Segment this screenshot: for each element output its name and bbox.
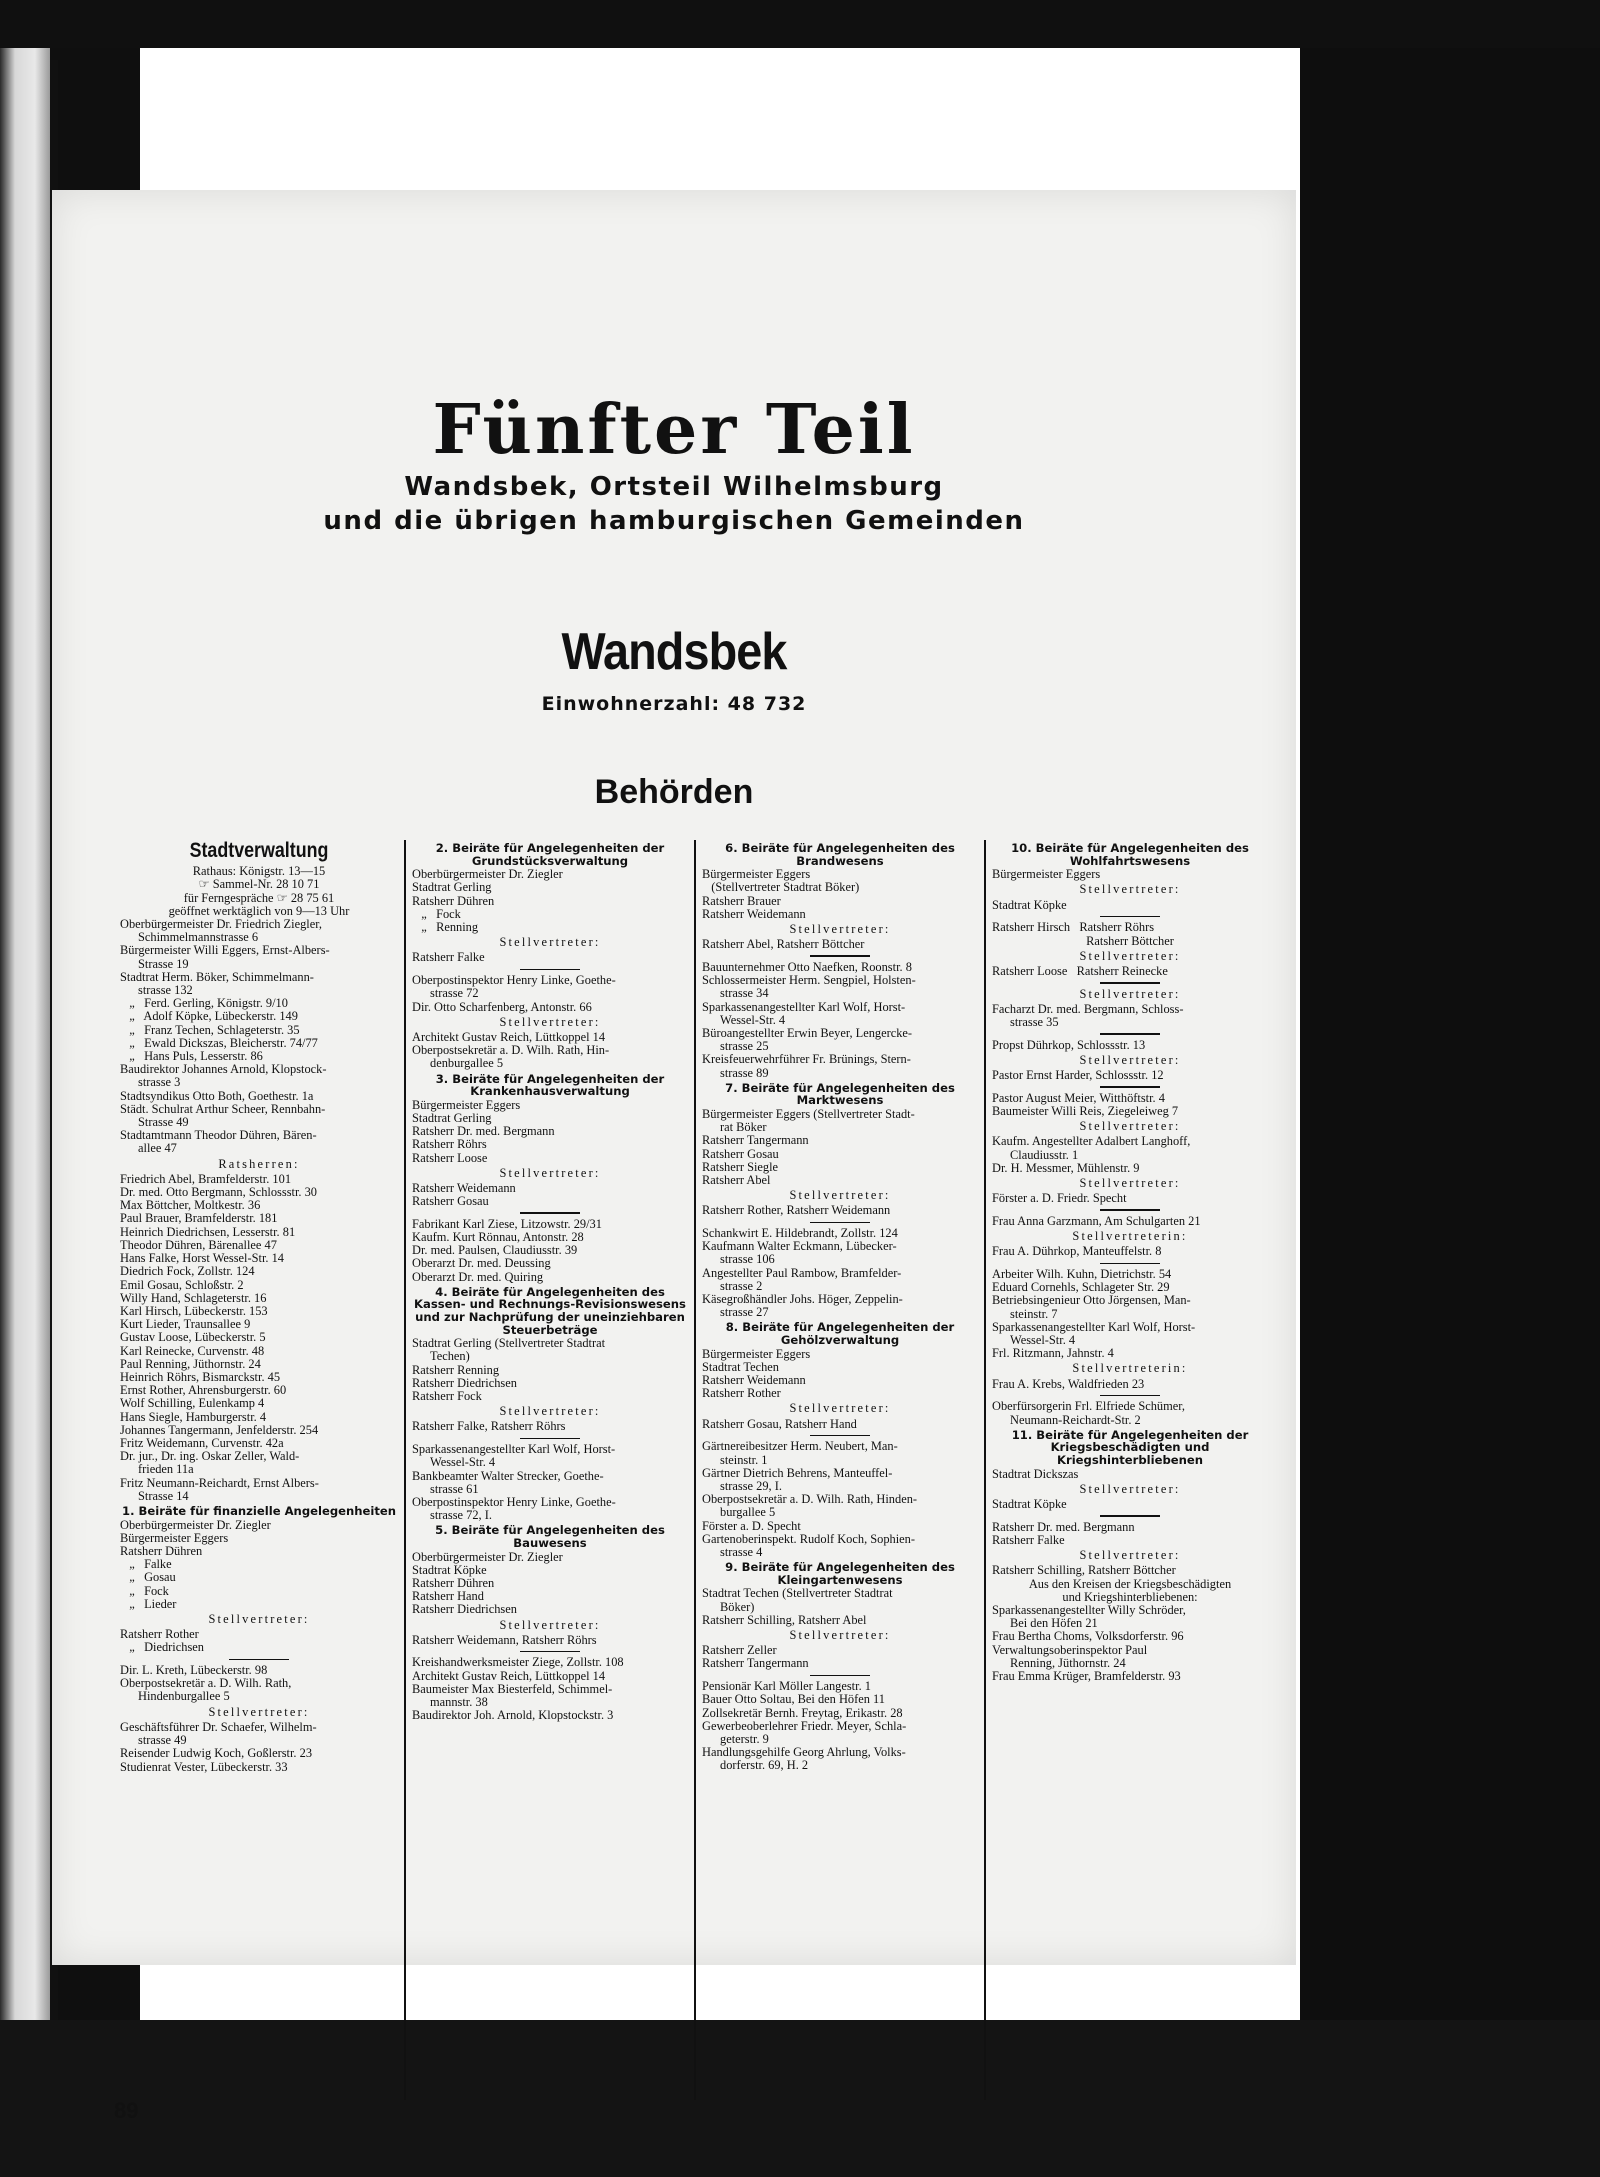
entry-line: Dir. Otto Scharfenberg, Antonstr. 66 bbox=[412, 999, 592, 1014]
entry-continuation: denburgallee 5 bbox=[430, 1056, 504, 1071]
subheading: Stellvertreterin: bbox=[1072, 1229, 1188, 1244]
entry-line: Ratsherr Dühren bbox=[412, 893, 495, 908]
entry-continuation: burgallee 5 bbox=[720, 1505, 776, 1520]
entry-line: Büroangestellter Erwin Beyer, Lengercke- bbox=[702, 1025, 913, 1040]
entry-line: Frau Bertha Choms, Volksdorferstr. 96 bbox=[992, 1629, 1184, 1644]
entry-line: Stadtrat Köpke bbox=[412, 1562, 487, 1577]
entry-line: Oberpostsekretär a. D. Wilh. Rath, Hinden- bbox=[702, 1492, 918, 1507]
separator-rule bbox=[229, 1659, 289, 1661]
entry-line: Dr. H. Messmer, Mühlenstr. 9 bbox=[992, 1160, 1140, 1175]
entry-line: Oberpostsekretär a. D. Wilh. Rath, Hin- bbox=[412, 1043, 610, 1058]
separator-rule bbox=[1100, 982, 1160, 984]
subheading: Stellvertreter: bbox=[208, 1704, 310, 1719]
separator-rule bbox=[810, 955, 870, 957]
entry-line: Eduard Cornehls, Schlageter Str. 29 bbox=[992, 1280, 1170, 1295]
committee-heading: 8. Beiräte für Angelegenheiten der Gehölzverwaltung bbox=[725, 1320, 955, 1348]
subheading: Ratsherren: bbox=[218, 1156, 300, 1171]
entry-line: Oberpostsekretär a. D. Wilh. Rath, bbox=[120, 1676, 292, 1691]
entry-line: Stadtrat Gerling bbox=[412, 880, 492, 895]
entry-line: Fritz Neumann-Reichardt, Ernst Albers- bbox=[120, 1475, 319, 1490]
entry-continuation: Wessel-Str. 4 bbox=[720, 1012, 786, 1027]
entry-line: Ratsherr Siegle bbox=[702, 1159, 779, 1174]
page-header bbox=[52, 390, 1296, 538]
entry-line: „ Hans Puls, Lesserstr. 86 bbox=[120, 1049, 263, 1064]
entry-line: Oberbürgermeister Dr. Ziegler bbox=[120, 1517, 271, 1532]
entry-line: Bürgermeister Eggers bbox=[412, 1097, 521, 1112]
entry-line: Aus den Kreisen der Kriegsbeschädigten bbox=[1028, 1576, 1232, 1591]
entry-line: Gewerbeoberlehrer Friedr. Meyer, Schla- bbox=[702, 1718, 907, 1733]
entry-line: Ratsherr Zeller bbox=[702, 1643, 777, 1658]
entry-line: „ Ewald Dickszas, Bleicherstr. 74/77 bbox=[120, 1035, 318, 1050]
entry-continuation: Strasse 49 bbox=[138, 1115, 189, 1130]
subheading: Stellvertreter: bbox=[499, 935, 601, 950]
entry-line: Förster a. D. Specht bbox=[702, 1518, 801, 1533]
committee-heading: 1. Beiräte für finanzielle Angelegenheiten bbox=[122, 1503, 396, 1518]
entry-continuation: strasse 72, I. bbox=[430, 1508, 492, 1523]
entry-line: Frl. Ritzmann, Jahnstr. 4 bbox=[992, 1346, 1114, 1361]
entry-line: Stadtrat Techen bbox=[702, 1359, 780, 1374]
entry-line: Fabrikant Karl Ziese, Litzowstr. 29/31 bbox=[412, 1216, 602, 1231]
entry-line: Ratsherr Gosau bbox=[412, 1194, 489, 1209]
entry-line: Architekt Gustav Reich, Lüttkoppel 14 bbox=[412, 1668, 606, 1683]
entry-line: Bankbeamter Walter Strecker, Goethe- bbox=[412, 1468, 604, 1483]
entry-line: Ratsherr Diedrichsen bbox=[412, 1602, 517, 1617]
entry-line: Stadtrat Herm. Böker, Schimmelmann- bbox=[120, 969, 314, 984]
entry-continuation: allee 47 bbox=[138, 1141, 177, 1156]
entry-line: für Ferngespräche ☞ 28 75 61 bbox=[183, 890, 335, 905]
entry-line: Sparkassenangestellter Willy Schröder, bbox=[992, 1602, 1186, 1617]
committee-heading: 4. Beiräte für Angelegenheiten des Kassen- und Rechnungs-Revisionswesens und zur Nachprüfung der uneinziehbaren Steuerbeträge bbox=[414, 1284, 686, 1337]
entry-line: Heinrich Röhrs, Bismarckstr. 45 bbox=[120, 1369, 281, 1384]
entry-line: Hans Falke, Horst Wessel-Str. 14 bbox=[120, 1251, 284, 1266]
entry-line: „ Fock bbox=[412, 906, 461, 921]
entry-line: Verwaltungsoberinspektor Paul bbox=[992, 1642, 1148, 1657]
entry-line: Sparkassenangestellter Karl Wolf, Horst- bbox=[992, 1319, 1196, 1334]
entry-line: Ratsherr Loose bbox=[412, 1150, 488, 1165]
entry-line: Dir. L. Kreth, Lübeckerstr. 98 bbox=[120, 1663, 268, 1678]
entry-continuation: Bei den Höfen 21 bbox=[1010, 1616, 1098, 1631]
separator-rule bbox=[810, 1435, 870, 1437]
scanned-page bbox=[52, 190, 1296, 2123]
entry-line: Oberarzt Dr. med. Quiring bbox=[412, 1269, 544, 1284]
entry-line: Friedrich Abel, Bramfelderstr. 101 bbox=[120, 1171, 292, 1186]
previous-page-edge bbox=[0, 48, 50, 2020]
city-heading: Wandsbek bbox=[561, 623, 787, 681]
entry-line: Ratsherr Tangermann bbox=[702, 1656, 809, 1671]
entry-continuation: Schimmelmannstrasse 6 bbox=[138, 930, 259, 945]
entry-line: Ratsherr Hirsch Ratsherr Röhrs bbox=[992, 920, 1155, 935]
entry-line: Dr. med. Otto Bergmann, Schlossstr. 30 bbox=[120, 1185, 317, 1200]
entry-line: Ratsherr Dühren bbox=[412, 1575, 495, 1590]
entry-line: Oberarzt Dr. med. Deussing bbox=[412, 1256, 551, 1271]
entry-line: Arbeiter Wilh. Kuhn, Dietrichstr. 54 bbox=[992, 1267, 1172, 1282]
entry-line: Facharzt Dr. med. Bergmann, Schloss- bbox=[992, 1001, 1184, 1016]
entry-line: Ratsherr Weidemann bbox=[702, 1373, 806, 1388]
entry-line: Ratsherr Diedrichsen bbox=[412, 1375, 517, 1390]
committee-heading: 6. Beiräte für Angelegenheiten des Brandwesens bbox=[725, 841, 955, 868]
entry-line: Baudirektor Johannes Arnold, Klopstock- bbox=[120, 1062, 327, 1077]
entry-line: Bauunternehmer Otto Naefken, Roonstr. 8 bbox=[702, 959, 912, 974]
entry-line: Baumeister Willi Reis, Ziegeleiweg 7 bbox=[992, 1104, 1179, 1119]
entry-line: Fritz Weidemann, Curvenstr. 42a bbox=[120, 1435, 284, 1450]
entry-continuation: strasse 4 bbox=[720, 1545, 763, 1559]
subheading: Stellvertreter: bbox=[1079, 948, 1181, 963]
entry-line: Bürgermeister Eggers (Stellvertreter Stadt- bbox=[702, 1106, 915, 1121]
entry-line: Kreishandwerksmeister Ziege, Zollstr. 108 bbox=[412, 1655, 624, 1670]
subheading: Stellvertreter: bbox=[789, 1628, 891, 1642]
entry-line: Ratsherr Abel bbox=[702, 1172, 771, 1187]
entry-line: Ratsherr Dr. med. Bergmann bbox=[412, 1124, 555, 1139]
separator-rule bbox=[520, 1212, 580, 1214]
entry-continuation: strasse 29, I. bbox=[720, 1478, 782, 1493]
entry-line: Förster a. D. Friedr. Specht bbox=[992, 1191, 1127, 1206]
entry-line: Bürgermeister Eggers bbox=[120, 1530, 229, 1545]
entry-line: Ratsherr Tangermann bbox=[702, 1133, 809, 1148]
page-number: 89 bbox=[114, 2098, 139, 2123]
entry-line: Oberpostinspektor Henry Linke, Goethe- bbox=[412, 1494, 616, 1509]
entry-line: Kaufmann Walter Eckmann, Lübecker- bbox=[702, 1239, 897, 1254]
entry-line: Städt. Schulrat Arthur Scheer, Rennbahn- bbox=[120, 1101, 326, 1116]
entry-continuation: strasse 27 bbox=[720, 1305, 769, 1320]
entry-line: Gärtner Dietrich Behrens, Manteuffel- bbox=[702, 1465, 893, 1480]
entry-continuation: Strasse 19 bbox=[138, 956, 189, 971]
entry-line: Betriebsingenieur Otto Jörgensen, Man- bbox=[992, 1293, 1191, 1308]
entry-line: Schlossermeister Herm. Sengpiel, Holsten- bbox=[702, 973, 916, 988]
entry-line: Architekt Gustav Reich, Lüttkoppel 14 bbox=[412, 1029, 606, 1044]
entry-continuation: strasse 34 bbox=[720, 986, 769, 1001]
entry-line: Ratsherr Fock bbox=[412, 1389, 482, 1404]
entry-line: Karl Hirsch, Lübeckerstr. 153 bbox=[120, 1303, 268, 1318]
entry-line: „ Adolf Köpke, Lübeckerstr. 149 bbox=[120, 1009, 298, 1024]
entry-continuation: Techen) bbox=[430, 1349, 470, 1364]
entry-line: „ Falke bbox=[120, 1557, 172, 1572]
entry-line: Bürgermeister Willi Eggers, Ernst-Albers- bbox=[120, 943, 330, 958]
entry-line: Sparkassenangestellter Karl Wolf, Horst- bbox=[702, 999, 906, 1014]
entry-line: Stadtrat Köpke bbox=[992, 1496, 1067, 1511]
subheading: Stellvertreterin: bbox=[1072, 1361, 1188, 1376]
column-4 bbox=[984, 840, 1274, 2100]
entry-line: Frau Anna Garzmann, Am Schulgarten 21 bbox=[992, 1213, 1201, 1228]
entry-continuation: Hindenburgallee 5 bbox=[138, 1689, 230, 1704]
entry-line: Ratsherr Dühren bbox=[120, 1543, 203, 1558]
committee-heading: 10. Beiräte für Angelegenheiten des Wohlfahrtswesens bbox=[1011, 841, 1249, 868]
entry-line: (Stellvertreter Stadtrat Böker) bbox=[702, 880, 860, 895]
entry-line: und Kriegshinterbliebenen: bbox=[1062, 1589, 1198, 1604]
entry-continuation: rat Böker bbox=[720, 1120, 767, 1135]
entry-line: Bürgermeister Eggers bbox=[702, 1346, 811, 1361]
subheading: Stellvertreter: bbox=[499, 1404, 601, 1419]
section-heading: Behörden bbox=[594, 773, 754, 811]
separator-rule bbox=[1100, 1086, 1160, 1088]
entry-continuation: frieden 11a bbox=[138, 1462, 194, 1477]
subheading: Stellvertreter: bbox=[1079, 986, 1181, 1001]
entry-continuation: strasse 3 bbox=[138, 1075, 181, 1090]
entry-line: Kurt Lieder, Traunsallee 9 bbox=[120, 1317, 251, 1332]
entry-continuation: Strasse 14 bbox=[138, 1488, 189, 1503]
entry-line: Ratsherr Rother bbox=[702, 1386, 781, 1401]
entry-line: Ratsherr Böttcher bbox=[1086, 933, 1174, 948]
committee-heading: 11. Beiräte für Angelegenheiten der Kriegsbeschädigten und Kriegshinterbliebenen bbox=[1011, 1427, 1249, 1467]
entry-line: Kreisfeuerwehrführer Fr. Brünings, Stern- bbox=[702, 1052, 911, 1067]
subheading: Stellvertreter: bbox=[1079, 1176, 1181, 1191]
entry-continuation: Böker) bbox=[720, 1599, 755, 1614]
column-1 bbox=[114, 840, 404, 2100]
separator-rule bbox=[1100, 1209, 1160, 1211]
entry-line: Ratsherr Abel, Ratsherr Böttcher bbox=[702, 937, 865, 952]
population-line: Einwohnerzahl: 48 732 bbox=[541, 693, 807, 715]
entry-line: Frau A. Dührkop, Manteuffelstr. 8 bbox=[992, 1244, 1162, 1259]
entry-line: Kaufm. Kurt Rönnau, Antonstr. 28 bbox=[412, 1230, 584, 1245]
separator-rule bbox=[520, 1651, 580, 1653]
entry-line: Ratsherr Weidemann bbox=[702, 906, 806, 921]
entry-line: Ratsherr Weidemann, Ratsherr Röhrs bbox=[412, 1632, 597, 1647]
entry-line: Stadtamtmann Theodor Dühren, Bären- bbox=[120, 1128, 317, 1143]
entry-line: Frau A. Krebs, Waldfrieden 23 bbox=[992, 1376, 1145, 1391]
entry-line: Propst Dührkop, Schlossstr. 13 bbox=[992, 1037, 1146, 1052]
entry-line: Ratsherr Weidemann bbox=[412, 1180, 516, 1195]
entry-line: Stadtsyndikus Otto Both, Goethestr. 1a bbox=[120, 1088, 314, 1103]
entry-line: Oberbürgermeister Dr. Ziegler bbox=[412, 867, 563, 882]
entry-line: Stadtrat Gerling (Stellvertreter Stadtrat bbox=[412, 1336, 606, 1351]
entry-line: geöffnet werktäglich von 9—13 Uhr bbox=[168, 903, 350, 918]
entry-line: Schankwirt E. Hildebrandt, Zollstr. 124 bbox=[702, 1226, 898, 1241]
entry-line: Pastor Ernst Harder, Schlossstr. 12 bbox=[992, 1068, 1164, 1083]
entry-line: ☞ Sammel-Nr. 28 10 71 bbox=[198, 877, 320, 892]
entry-continuation: strasse 2 bbox=[720, 1278, 763, 1293]
separator-rule bbox=[810, 1222, 870, 1224]
entry-line: Gartenoberinspekt. Rudolf Koch, Sophien- bbox=[702, 1531, 916, 1546]
entry-line: Emil Gosau, Schloßstr. 2 bbox=[120, 1277, 244, 1292]
subtitle-line-1: Wandsbek, Ortsteil Wilhelmsburg bbox=[404, 472, 944, 502]
entry-line: Johannes Tangermann, Jenfelderstr. 254 bbox=[120, 1422, 319, 1437]
entry-line: Ratsherr Falke bbox=[412, 950, 485, 965]
entry-line: Ernst Rother, Ahrensburgerstr. 60 bbox=[120, 1383, 287, 1398]
entry-line: Baudirektor Joh. Arnold, Klopstockstr. 3 bbox=[412, 1708, 614, 1723]
entry-line: Rathaus: Königstr. 13—15 bbox=[192, 864, 326, 879]
subheading: Stellvertreter: bbox=[1079, 1119, 1181, 1134]
entry-continuation: geterstr. 9 bbox=[720, 1731, 769, 1746]
entry-line: Ratsherr Gosau, Ratsherr Hand bbox=[702, 1416, 857, 1431]
entry-line: „ Lieder bbox=[120, 1596, 177, 1611]
entry-continuation: Claudiusstr. 1 bbox=[1010, 1147, 1079, 1162]
entry-line: Karl Reinecke, Curvenstr. 48 bbox=[120, 1343, 265, 1358]
entry-line: Oberpostinspektor Henry Linke, Goethe- bbox=[412, 973, 616, 988]
entry-line: Diedrich Fock, Zollstr. 124 bbox=[120, 1264, 255, 1279]
entry-line: Stadtrat Köpke bbox=[992, 897, 1067, 912]
entry-line: Ratsherr Falke bbox=[992, 1532, 1065, 1547]
subheading: Stellvertreter: bbox=[1079, 1548, 1181, 1563]
entry-line: Hans Siegle, Hamburgerstr. 4 bbox=[120, 1409, 267, 1424]
separator-rule bbox=[1100, 1515, 1160, 1517]
entry-line: Ratsherr Schilling, Ratsherr Abel bbox=[702, 1612, 867, 1627]
entry-line: „ Gosau bbox=[120, 1570, 176, 1585]
entry-line: „ Ferd. Gerling, Königstr. 9/10 bbox=[120, 996, 288, 1011]
entry-continuation: strasse 89 bbox=[720, 1065, 769, 1080]
entry-line: Käsegroßhändler Johs. Höger, Zeppelin- bbox=[702, 1292, 903, 1307]
entry-line: Handlungsgehilfe Georg Ahrlung, Volks- bbox=[702, 1745, 906, 1760]
directory-columns bbox=[114, 840, 1314, 2100]
separator-rule bbox=[520, 969, 580, 971]
entry-continuation: strasse 61 bbox=[430, 1481, 479, 1496]
separator-rule bbox=[520, 1438, 580, 1440]
committee-heading: 5. Beiräte für Angelegenheiten des Bauwesens bbox=[435, 1523, 665, 1550]
entry-line: „ Fock bbox=[120, 1583, 169, 1598]
entry-line: Stadtrat Dickszas bbox=[992, 1466, 1079, 1481]
entry-continuation: dorferstr. 69, H. 2 bbox=[720, 1758, 809, 1773]
entry-line: Ratsherr Loose Ratsherr Reinecke bbox=[992, 963, 1168, 978]
entry-continuation: Wessel-Str. 4 bbox=[1010, 1333, 1076, 1348]
entry-line: Gärtnereibesitzer Herm. Neubert, Man- bbox=[702, 1439, 898, 1454]
entry-line: Willy Hand, Schlageterstr. 16 bbox=[120, 1290, 267, 1305]
entry-line: „ Diedrichsen bbox=[120, 1640, 204, 1655]
entry-line: Dr. med. Paulsen, Claudiusstr. 39 bbox=[412, 1243, 578, 1258]
entry-line: Bürgermeister Eggers bbox=[992, 867, 1101, 882]
entry-continuation: strasse 132 bbox=[138, 983, 193, 998]
entry-continuation: strasse 72 bbox=[430, 986, 479, 1001]
committee-heading: 2. Beiräte für Angelegenheiten der Grundstücksverwaltung bbox=[435, 841, 665, 868]
subheading: Stellvertreter: bbox=[789, 1188, 891, 1203]
entry-line: Ratsherr Renning bbox=[412, 1362, 500, 1377]
column-3 bbox=[694, 840, 984, 2100]
entry-line: Stadtrat Techen (Stellvertreter Stadtrat bbox=[702, 1586, 893, 1601]
entry-line: Pastor August Meier, Witthöftstr. 4 bbox=[992, 1090, 1165, 1105]
entry-line: Sparkassenangestellter Karl Wolf, Horst- bbox=[412, 1442, 616, 1457]
column-2 bbox=[404, 840, 694, 2100]
entry-line: Heinrich Diedrichsen, Lesserstr. 81 bbox=[120, 1224, 296, 1239]
entry-continuation: strasse 49 bbox=[138, 1733, 187, 1748]
entry-continuation: strasse 106 bbox=[720, 1252, 775, 1267]
entry-line: Kaufm. Angestellter Adalbert Langhoff, bbox=[992, 1134, 1191, 1149]
subheading: Stellvertreter: bbox=[499, 1165, 601, 1180]
entry-line: Bürgermeister Eggers bbox=[702, 867, 811, 882]
entry-continuation: Wessel-Str. 4 bbox=[430, 1455, 496, 1470]
scan-border-right bbox=[1300, 48, 1600, 2020]
separator-rule bbox=[1100, 1263, 1160, 1265]
entry-line: Baumeister Max Biesterfeld, Schimmel- bbox=[412, 1681, 613, 1696]
entry-continuation: mannstr. 38 bbox=[430, 1695, 488, 1710]
entry-line: Ratsherr Rother, Ratsherr Weidemann bbox=[702, 1203, 891, 1218]
entry-line: Dr. jur., Dr. ing. Oskar Zeller, Wald- bbox=[120, 1449, 300, 1464]
entry-line: Paul Renning, Jüthornstr. 24 bbox=[120, 1356, 261, 1371]
entry-continuation: strasse 35 bbox=[1010, 1015, 1059, 1030]
entry-line: Ratsherr Rother bbox=[120, 1627, 199, 1642]
entry-continuation: Renning, Jüthornstr. 24 bbox=[1010, 1655, 1126, 1670]
entry-continuation: strasse 25 bbox=[720, 1039, 769, 1054]
entry-continuation: steinstr. 7 bbox=[1010, 1306, 1058, 1321]
separator-rule bbox=[1100, 1395, 1160, 1397]
subheading: Stellvertreter: bbox=[1079, 882, 1181, 897]
subheading: Stellvertreter: bbox=[499, 1617, 601, 1632]
entry-line: Oberbürgermeister Dr. Friedrich Ziegler, bbox=[120, 917, 322, 932]
entry-line: Wolf Schilling, Eulenkamp 4 bbox=[120, 1396, 265, 1411]
entry-line: Gustav Loose, Lübeckerstr. 5 bbox=[120, 1330, 266, 1345]
entry-line: Ratsherr Dr. med. Bergmann bbox=[992, 1519, 1135, 1534]
subtitle-line-2: und die übrigen hamburgischen Gemeinden bbox=[323, 506, 1025, 536]
separator-rule bbox=[1100, 1033, 1160, 1035]
entry-line: Reisender Ludwig Koch, Goßlerstr. 23 bbox=[120, 1746, 313, 1761]
entry-line: Paul Brauer, Bramfelderstr. 181 bbox=[120, 1211, 278, 1226]
entry-line: Ratsherr Brauer bbox=[702, 893, 781, 908]
entry-line: Zollsekretär Bernh. Freytag, Erikastr. 28 bbox=[702, 1705, 903, 1720]
entry-line: Ratsherr Gosau bbox=[702, 1146, 779, 1161]
entry-line: Angestellter Paul Rambow, Bramfelder- bbox=[702, 1265, 902, 1280]
committee-heading: 9. Beiräte für Angelegenheiten des Kleingartenwesens bbox=[725, 1560, 955, 1587]
scan-border-top bbox=[0, 0, 1600, 48]
subheading: Stellvertreter: bbox=[1079, 1481, 1181, 1496]
subheading: Stellvertreter: bbox=[499, 1014, 601, 1029]
committee-heading: 3. Beiräte für Angelegenheiten der Krankenhausverwaltung bbox=[435, 1071, 665, 1099]
subheading: Stellvertreter: bbox=[208, 1611, 310, 1626]
subheading: Stellvertreter: bbox=[789, 922, 891, 936]
entry-continuation: steinstr. 1 bbox=[720, 1452, 768, 1467]
subheading: Stellvertreter: bbox=[1079, 1052, 1181, 1067]
entry-line: Max Böttcher, Moltkestr. 36 bbox=[120, 1198, 261, 1213]
entry-continuation: Neumann-Reichardt-Str. 2 bbox=[1010, 1412, 1141, 1427]
entry-line: Bauer Otto Soltau, Bei den Höfen 11 bbox=[702, 1692, 885, 1707]
entry-line: Studienrat Vester, Lübeckerstr. 33 bbox=[120, 1759, 288, 1774]
entry-line: Ratsherr Hand bbox=[412, 1589, 484, 1604]
entry-line: Geschäftsführer Dr. Schaefer, Wilhelm- bbox=[120, 1719, 317, 1734]
entry-line: Theodor Dühren, Bärenallee 47 bbox=[120, 1237, 277, 1252]
entry-line: Frau Emma Krüger, Bramfelderstr. 93 bbox=[992, 1668, 1181, 1683]
entry-line: „ Renning bbox=[412, 920, 479, 934]
entry-line: „ Franz Techen, Schlageterstr. 35 bbox=[120, 1022, 300, 1037]
entry-line: Pensionär Karl Möller Langestr. 1 bbox=[702, 1679, 871, 1694]
subheading: Stellvertreter: bbox=[789, 1401, 891, 1416]
entry-line: Ratsherr Falke, Ratsherr Röhrs bbox=[412, 1419, 566, 1434]
committee-heading: 7. Beiräte für Angelegenheiten des Marktwesens bbox=[725, 1080, 955, 1108]
entry-line: Ratsherr Schilling, Ratsherr Böttcher bbox=[992, 1563, 1176, 1578]
entry-line: Oberbürgermeister Dr. Ziegler bbox=[412, 1549, 563, 1564]
entry-line: Ratsherr Röhrs bbox=[412, 1137, 487, 1152]
entry-line: Stadtrat Gerling bbox=[412, 1110, 492, 1125]
part-title: Fünfter Teil bbox=[432, 390, 916, 470]
entry-line: Oberfürsorgerin Frl. Elfriede Schümer, bbox=[992, 1399, 1185, 1414]
column-title: Stadtverwaltung bbox=[189, 840, 329, 862]
separator-rule bbox=[810, 1675, 870, 1677]
separator-rule bbox=[1100, 916, 1160, 918]
